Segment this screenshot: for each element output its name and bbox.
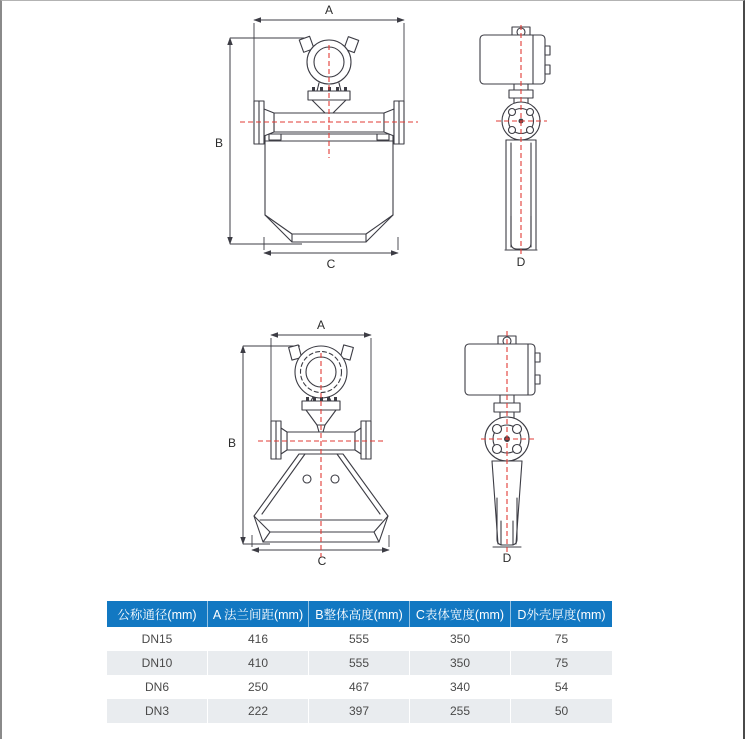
table-cell: DN10 xyxy=(107,651,208,675)
dim-label-d: D xyxy=(502,551,512,565)
transmitter-box xyxy=(480,27,550,84)
table-row xyxy=(107,651,612,675)
table-cell: 350 xyxy=(410,627,511,651)
table-cell: 397 xyxy=(309,699,410,723)
table-header-cell: D外壳厚度(mm) xyxy=(517,608,606,622)
table-cell: 250 xyxy=(208,675,309,699)
dim-label-c: C xyxy=(317,554,327,568)
table-row xyxy=(107,675,612,699)
dim-label-d: D xyxy=(516,255,526,269)
table-cell: 555 xyxy=(309,627,410,651)
table-header-cell: B整体高度(mm) xyxy=(309,601,410,627)
table-cell: 54 xyxy=(554,680,569,694)
dim-label-a: A xyxy=(324,3,334,17)
figure-side-view-bottom xyxy=(465,331,540,565)
figure-front-view-bottom xyxy=(228,318,389,568)
dimension-drawings xyxy=(2,1,745,581)
table-cell: 75 xyxy=(554,656,569,670)
table-cell: 75 xyxy=(554,632,569,646)
figure-side-view-top xyxy=(480,25,550,269)
dim-label-b: B xyxy=(214,136,224,150)
table-cell: 350 xyxy=(410,651,511,675)
transmitter-box xyxy=(465,336,540,395)
figure-front-view-top xyxy=(215,3,418,271)
table-cell: 416 xyxy=(208,627,309,651)
table-header-cell: C表体宽度(mm) xyxy=(410,601,511,627)
table-cell: DN15 xyxy=(107,627,208,651)
dimensions-table xyxy=(107,601,612,723)
table-cell: 555 xyxy=(309,651,410,675)
dim-label-c: C xyxy=(326,257,336,271)
table-cell: DN6 xyxy=(107,675,208,699)
table-row xyxy=(107,699,612,723)
table-cell: 340 xyxy=(410,675,511,699)
dim-label-a: A xyxy=(316,318,326,332)
table-cell: DN3 xyxy=(107,699,208,723)
table-header-cell: A 法兰间距(mm) xyxy=(208,601,309,627)
table-row xyxy=(107,627,612,651)
table-header-row xyxy=(107,601,612,627)
table-header-cell: 公称通径(mm) xyxy=(107,601,208,627)
table-cell: 467 xyxy=(309,675,410,699)
table-cell: 410 xyxy=(208,651,309,675)
table-cell: 255 xyxy=(410,699,511,723)
table-cell: 50 xyxy=(554,704,569,718)
table-cell: 222 xyxy=(208,699,309,723)
dim-label-b: B xyxy=(227,436,237,450)
